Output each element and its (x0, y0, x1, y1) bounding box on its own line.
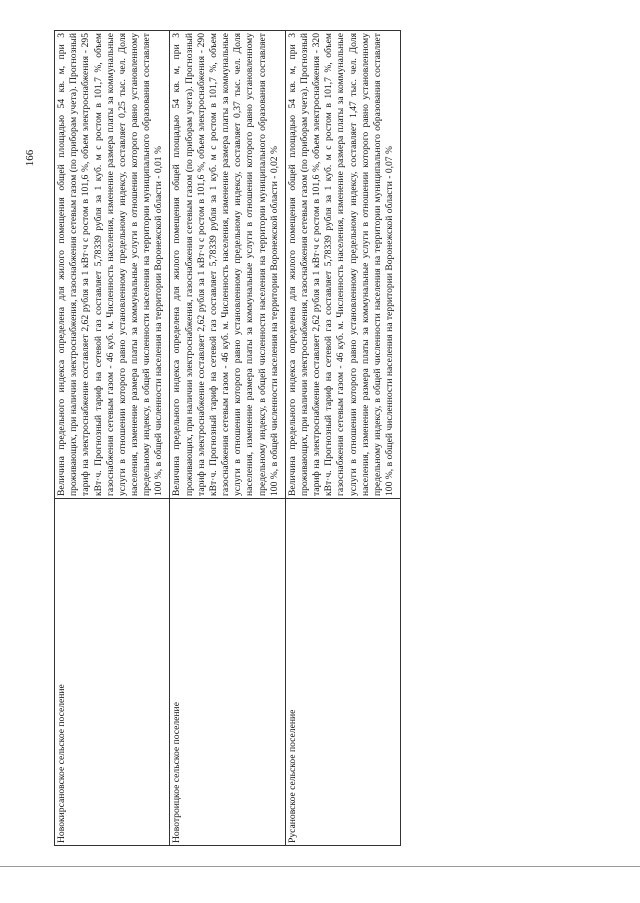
settlement-name-cell (55, 499, 170, 846)
settlement-name: Русановское сельское поселение (286, 709, 298, 843)
settlement-description: Величина предельного индекса определена для жилого помещения общей площадью 54 кв. м, при 3 проживающих, при наличии электроснабжения, газоснабжения сетевым газом (по приборам учета). Прогнозный тариф на электроснабжение составляет 2,62 рубля за 1 кВт·ч с ростом в 101,6 %, объем электроснабжения - 320 кВт·ч. Прогнозный тариф на сетевой газ составляет 5,78339 рубля за 1 куб. м с ростом в 101,7 %, объем газоснабжения сетевым газом - 46 куб. м. Численность населения, изменение размера платы за коммунальные услуги в отношении которого равно установленному предельному индексу, составляет 1,47 тыс. чел. Доля населения, изменение размера платы за коммунальные услуги в отношении которого равно установленному предельному индексу, в общей численности населения на территории муниципального образования составляет 100 %, в общей численности населения на территории Воронежской области - 0,07 % (286, 33, 396, 496)
settlement-description: Величина предельного индекса определена для жилого помещения общей площадью 54 кв. м, при 3 проживающих, при наличии электроснабжения, газоснабжения сетевым газом (по приборам учета). Прогнозный тариф на электроснабжение составляет 2,62 рубля за 1 кВт·ч с ростом в 101,6 %, объем электроснабжения - 295 кВт·ч. Прогнозный тариф на сетевой газ составляет 5,78339 рубля за 1 куб. м с ростом в 101,7 %, объем газоснабжения сетевым газом - 46 куб. м. Численность населения, изменение размера платы за коммунальные услуги в отношении которого равно установленному предельному индексу, составляет 0,25 тыс. чел. Доля населения, изменение размера платы за коммунальные услуги в отношении которого равно установленному предельному индексу, в общей численности населения на территории муниципального образования составляет 100 %, в общей численности населения на территории Воронежской области - 0,01 % (56, 33, 165, 496)
settlement-name-cell (285, 499, 400, 846)
table-row (55, 31, 170, 846)
settlement-description-cell (55, 31, 170, 499)
table-row (170, 31, 285, 846)
settlements-table (54, 30, 401, 846)
scan-edge-divider (0, 866, 640, 867)
settlement-name: Новотроицкое сельское поселение (171, 702, 183, 843)
rotated-table-container (54, 30, 401, 846)
table-row (285, 31, 400, 846)
page-number: 166 (24, 149, 36, 167)
settlement-name: Новокирсановское сельское поселение (56, 684, 67, 843)
settlement-description-cell (170, 31, 285, 499)
settlement-description: Величина предельного индекса определена для жилого помещения общей площадью 54 кв. м, при 3 проживающих, при наличии электроснабжения, газоснабжения сетевым газом (по приборам учета). Прогнозный тариф на электроснабжение составляет 2,62 рубля за 1 кВт·ч с ростом в 101,6 %, объем электроснабжения - 290 кВт·ч. Прогнозный тариф на сетевой газ составляет 5,78339 рубля за 1 куб. м с ростом в 101,7 %, объем газоснабжения сетевым газом - 46 куб. м. Численность населения, изменение размера платы за коммунальные услуги в отношении которого равно установленному предельному индексу, составляет 0,37 тыс. чел. Доля населения, изменение размера платы за коммунальные услуги в отношении которого равно установленному предельному индексу, в общей численности населения на территории муниципального образования составляет 100 %, в общей численности населения на территории Воронежской области - 0,02 % (171, 33, 280, 496)
settlement-description-cell (285, 31, 400, 499)
settlement-name-cell (170, 499, 285, 846)
